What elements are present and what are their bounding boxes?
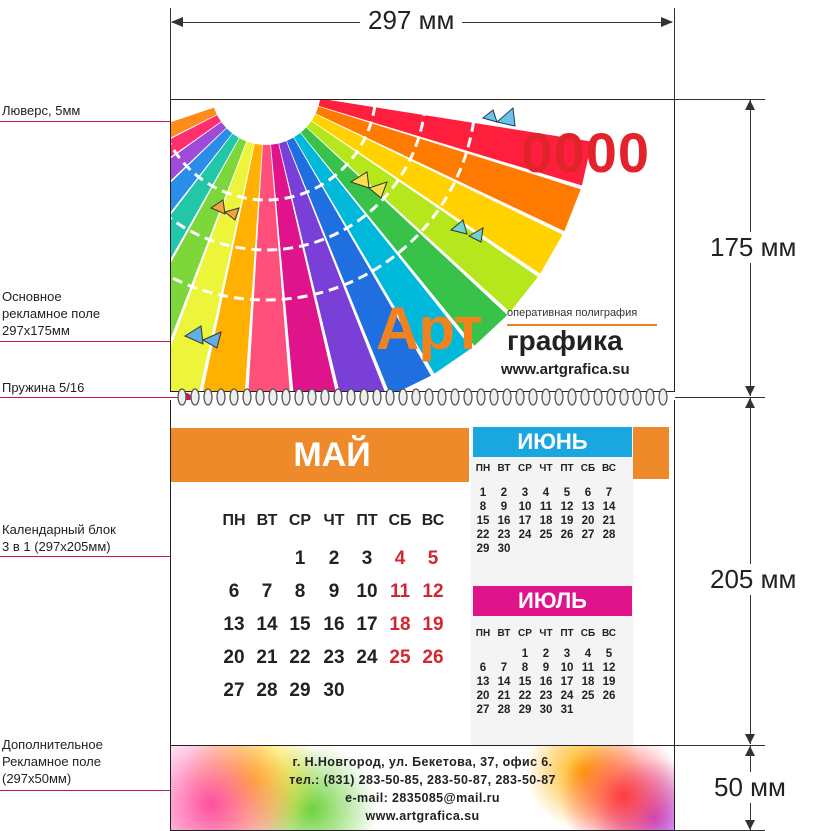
mini-day-cell: 29	[518, 704, 532, 716]
mini-day-cell: 12	[560, 501, 574, 513]
mini-weekday-header: ВТ	[497, 628, 511, 639]
spring-label: Пружина 5/16	[2, 380, 85, 395]
butterfly-icon	[483, 108, 515, 126]
mini-day-cell: 4	[542, 487, 550, 499]
main-day-cell: 28	[256, 680, 278, 701]
spring-loop	[412, 389, 420, 405]
width-ext-right	[674, 8, 675, 99]
mini-day-cell: 16	[497, 515, 511, 527]
main-day-cell: 3	[361, 548, 373, 569]
mini-day-cell: 11	[581, 662, 595, 674]
mini-weekday-header: ПТ	[560, 463, 574, 474]
spring-loop	[217, 389, 225, 405]
spring-loop	[425, 389, 433, 405]
main-weekday-header: СР	[288, 512, 312, 529]
mini-day-cell: 23	[539, 690, 553, 702]
mini-day-cell: 5	[563, 487, 571, 499]
spring-loop	[659, 389, 667, 405]
mini-day-cell: 4	[584, 648, 592, 660]
width-arrow-left	[171, 17, 183, 27]
mini-day-cell: 16	[539, 676, 553, 688]
mini-weekday-header: ПТ	[560, 628, 574, 639]
mini-day-cell: 20	[581, 515, 595, 527]
brand-logo-grafika: графика	[507, 325, 623, 356]
width-arrow-right	[661, 17, 673, 27]
width-label: 297 мм	[360, 5, 462, 36]
mini-day-cell: 30	[497, 543, 511, 555]
spring-loop	[438, 389, 446, 405]
main-day-cell: 11	[389, 581, 411, 602]
spring-loop	[490, 389, 498, 405]
spring-loop	[282, 389, 290, 405]
spring-loop	[568, 389, 576, 405]
main-day-cell: 29	[289, 680, 311, 701]
mini-day-cell: 21	[602, 515, 616, 527]
calendar-block-leader	[0, 556, 186, 557]
main-day-cell: 18	[389, 614, 411, 635]
mini-day-cell: 5	[605, 648, 613, 660]
mini-day-cell: 7	[605, 487, 613, 499]
cal-height-arrow-down	[745, 734, 755, 744]
mini-weekday-header: ЧТ	[539, 628, 553, 639]
mini-month-accent	[629, 427, 669, 479]
mini-day-cell: 3	[563, 648, 571, 660]
main-month-title: МАЙ	[293, 436, 371, 474]
spring-loop	[529, 389, 537, 405]
spring-loop	[646, 389, 654, 405]
mini-weekday-header: ПН	[475, 628, 491, 639]
spring-loop	[542, 389, 550, 405]
main-day-cell: 17	[356, 614, 378, 635]
mini-day-cell: 27	[476, 704, 490, 716]
mini-day-cell: 23	[497, 529, 511, 541]
mini-day-cell: 14	[497, 676, 511, 688]
spring-loop	[386, 389, 394, 405]
extra-field-label-1: Дополнительное	[2, 737, 103, 752]
mini-day-cell: 7	[500, 662, 508, 674]
mini-day-cell: 25	[581, 690, 595, 702]
mini-day-cell: 17	[518, 515, 532, 527]
main-day-cell: 13	[223, 614, 245, 635]
mini-day-cell: 22	[518, 690, 532, 702]
mini-weekday-header: СР	[518, 628, 532, 639]
spring-loop	[451, 389, 459, 405]
main-weekday-header: ВТ	[256, 512, 278, 529]
mini-day-cell: 12	[602, 662, 616, 674]
mini-day-cell: 6	[584, 487, 592, 499]
main-day-cell: 26	[422, 647, 444, 668]
main-field-label-3: 297х175мм	[2, 323, 70, 338]
mini-day-cell: 8	[521, 662, 529, 674]
footer-website: www.artgrafica.su	[365, 809, 480, 823]
mini-day-cell: 26	[602, 690, 616, 702]
brand-website: www.artgrafica.su	[501, 361, 630, 378]
main-day-cell: 8	[294, 581, 306, 602]
mini-day-cell: 24	[518, 529, 532, 541]
mini-day-cell: 31	[560, 704, 574, 716]
main-field-leader	[0, 341, 186, 342]
mini-day-cell: 27	[581, 529, 595, 541]
mini-day-cell: 15	[518, 676, 532, 688]
spring-loop	[178, 389, 186, 405]
mini-weekday-header: ВТ	[497, 463, 511, 474]
top-height-arrow-down	[745, 386, 755, 396]
mini-day-cell: 18	[539, 515, 553, 527]
main-day-cell: 4	[394, 548, 406, 569]
main-day-cell: 16	[323, 614, 345, 635]
bottom-height-label: 50 мм	[706, 772, 794, 803]
spring-loop	[503, 389, 511, 405]
main-day-cell: 14	[256, 614, 278, 635]
calendar-block-label-1: Календарный блок	[2, 522, 116, 537]
main-day-cell: 19	[422, 614, 444, 635]
mini-day-cell: 28	[602, 529, 616, 541]
mini-weekday-header: СБ	[580, 628, 596, 639]
main-day-cell: 15	[289, 614, 311, 635]
main-field-label-1: Основное	[2, 289, 62, 304]
main-weekday-header: ПТ	[356, 512, 378, 529]
main-day-cell: 10	[356, 581, 378, 602]
spring-loop	[373, 389, 381, 405]
spring-loop	[243, 389, 251, 405]
spring-loop	[516, 389, 524, 405]
mini-day-cell: 13	[476, 676, 490, 688]
spring-loop	[399, 389, 407, 405]
main-day-cell: 25	[389, 647, 411, 668]
mini-day-cell: 2	[500, 487, 508, 499]
spring-loop	[607, 389, 615, 405]
brand-tagline: оперативная полиграфия	[507, 307, 638, 319]
main-day-cell: 12	[422, 581, 444, 602]
mini-day-cell: 19	[602, 676, 616, 688]
mini-month-title-july: ИЮЛЬ	[473, 586, 632, 616]
footer-address: г. Н.Новгород, ул. Бекетова, 37, офис 6.	[292, 755, 553, 769]
calendar-block	[170, 400, 675, 747]
mini-weekday-header: СР	[518, 463, 532, 474]
mini-day-cell: 26	[560, 529, 574, 541]
mini-day-cell: 21	[497, 690, 511, 702]
mini-month-title-june: ИЮНЬ	[473, 427, 632, 457]
mini-weekday-header: ВС	[601, 628, 617, 639]
spring-loop	[347, 389, 355, 405]
extra-field-label-2: Рекламное поле	[2, 754, 101, 769]
luvers-label: Люверс, 5мм	[2, 103, 81, 118]
mini-day-cell: 22	[476, 529, 490, 541]
spring-loop	[464, 389, 472, 405]
cal-height-label: 205 мм	[702, 564, 804, 595]
spring-loop	[334, 389, 342, 405]
mini-day-cell: 3	[521, 487, 529, 499]
mini-day-cell: 14	[602, 501, 616, 513]
mini-day-cell: 29	[476, 543, 490, 555]
main-weekday-header: ВС	[421, 512, 445, 529]
spring-loop	[321, 389, 329, 405]
spring-loop	[308, 389, 316, 405]
main-day-cell: 2	[328, 548, 340, 569]
mini-weekday-header: ЧТ	[539, 463, 553, 474]
main-day-cell: 21	[256, 647, 278, 668]
main-day-cell: 6	[228, 581, 240, 602]
main-weekday-header: СБ	[388, 512, 412, 529]
main-day-cell: 30	[323, 680, 345, 701]
mini-day-cell: 1	[479, 487, 487, 499]
spring-loop	[360, 389, 368, 405]
mini-day-cell: 10	[560, 662, 574, 674]
mini-day-cell: 11	[539, 501, 553, 513]
mini-day-cell: 2	[542, 648, 550, 660]
main-day-cell: 5	[427, 548, 439, 569]
spring-loop	[295, 389, 303, 405]
spring-loop	[230, 389, 238, 405]
mini-day-cell: 20	[476, 690, 490, 702]
brand-logo-art: Арт	[376, 295, 482, 362]
mini-day-cell: 17	[560, 676, 574, 688]
spring-loop	[633, 389, 641, 405]
main-day-cell: 27	[223, 680, 245, 701]
main-weekday-header: ЧТ	[323, 512, 345, 529]
mini-day-cell: 6	[479, 662, 487, 674]
calendar-year-number: 0000	[521, 121, 650, 184]
spring-loop	[191, 389, 199, 405]
spring-loop	[269, 389, 277, 405]
mini-day-cell: 13	[581, 501, 595, 513]
main-day-cell: 23	[323, 647, 345, 668]
main-ad-field	[170, 99, 675, 392]
mini-day-cell: 18	[581, 676, 595, 688]
calendar-block-label-2: 3 в 1 (297х205мм)	[2, 539, 111, 554]
footer-phone: тел.: (831) 283-50-85, 283-50-87, 283-50-87	[289, 773, 556, 787]
spring-loop	[555, 389, 563, 405]
extra-field-label-3: (297х50мм)	[2, 771, 72, 786]
main-day-cell: 1	[294, 548, 306, 569]
mini-day-cell: 10	[518, 501, 532, 513]
spring-loop	[256, 389, 264, 405]
spring-loop	[594, 389, 602, 405]
extra-field-leader	[0, 790, 186, 791]
spring-loop	[581, 389, 589, 405]
bottom-height-arrow-down	[745, 820, 755, 830]
top-height-label: 175 мм	[702, 232, 804, 263]
mini-day-cell: 9	[500, 501, 508, 513]
mini-day-cell: 24	[560, 690, 574, 702]
extra-ad-field	[170, 745, 675, 831]
mini-day-cell: 1	[521, 648, 529, 660]
mini-day-cell: 30	[539, 704, 553, 716]
main-day-cell: 22	[289, 647, 311, 668]
mini-day-cell: 19	[560, 515, 574, 527]
main-day-cell: 20	[223, 647, 245, 668]
mini-day-cell: 9	[542, 662, 550, 674]
cal-height-arrow-up	[745, 398, 755, 408]
bottom-height-arrow-up	[745, 746, 755, 756]
mini-day-cell: 28	[497, 704, 511, 716]
mini-weekday-header: ВС	[601, 463, 617, 474]
spring-loop	[620, 389, 628, 405]
spring-leader	[0, 397, 186, 398]
main-weekday-header: ПН	[222, 512, 246, 529]
spring-loop	[477, 389, 485, 405]
footer-email: e-mail: 2835085@mail.ru	[345, 791, 500, 805]
mini-weekday-header: СБ	[580, 463, 596, 474]
mini-day-cell: 25	[539, 529, 553, 541]
main-day-cell: 7	[261, 581, 273, 602]
main-field-label-2: рекламное поле	[2, 306, 101, 321]
mini-day-cell: 8	[479, 501, 487, 513]
top-height-arrow-up	[745, 100, 755, 110]
mini-weekday-header: ПН	[475, 463, 491, 474]
main-day-cell: 24	[356, 647, 378, 668]
mini-day-cell: 15	[476, 515, 490, 527]
spring-binding	[172, 383, 672, 413]
spring-loop	[204, 389, 212, 405]
main-day-cell: 9	[328, 581, 340, 602]
